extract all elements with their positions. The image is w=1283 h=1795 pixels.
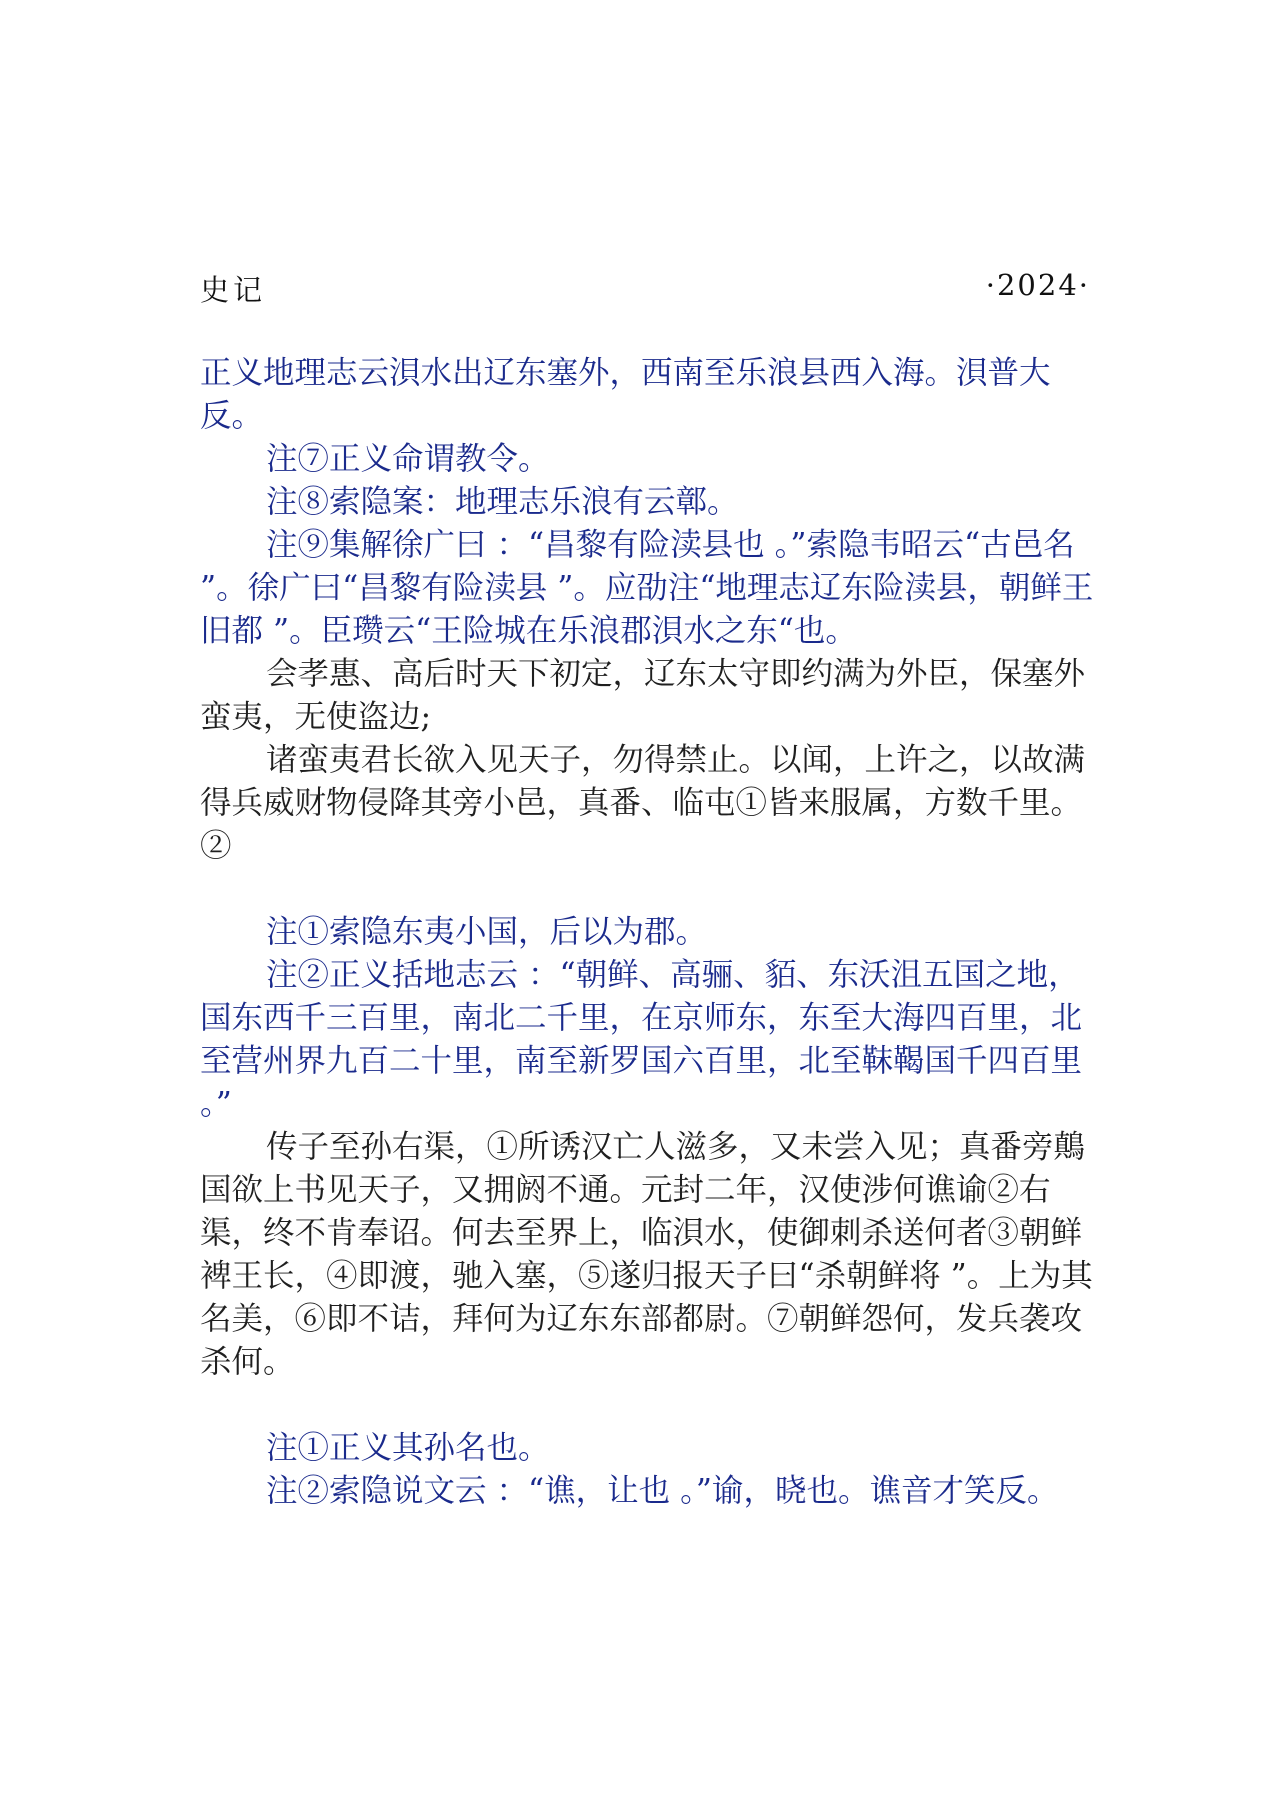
main-text-paragraph: 传子至孙右渠，①所诱汉亡人滋多，又未尝入见；真番旁鷏国欲上书见天子，又拥阏不通。元封二年，汉使涉何谯谕②右渠，终不肯奉诏。何去至界上，临浿水，使御刺杀送何者③朝鲜裨王长，④即渡，驰入塞，⑤遂归报天子曰“杀朝鲜将 ”。上为其名美，⑥即不诘，拜何为辽东东部都尉。⑦朝鲜怨何，发兵袭攻杀何。 [200, 1129, 1093, 1380]
commentary-note: 注⑦正义命谓教令。 [266, 441, 550, 477]
book-title: 史记 [200, 273, 267, 307]
paragraph-gap [200, 1384, 1095, 1427]
page-header [200, 268, 1090, 312]
main-text-paragraph: 诸蛮夷君长欲入见天子，勿得禁止。以闻，上许之，以故满得兵威财物侵降其旁小邑，真番、临屯①皆来服属，方数千里。② [200, 742, 1086, 864]
commentary-paragraph: 正义地理志云浿水出辽东塞外，西南至乐浪县西入海。浿普大反。 [200, 355, 1051, 434]
main-text-paragraph: 会孝惠、高后时天下初定，辽东太守即约满为外臣，保塞外蛮夷，无使盗边; [200, 656, 1086, 735]
commentary-note: 注⑨集解徐广曰 ：“昌黎有险渎县也 。”索隐韦昭云“古邑名 ”。徐广曰“昌黎有险渎县 ”。应劭注“地理志辽东险渎县，朝鲜王旧都 ”。臣瓒云“王险城在乐浪郡浿水之东“也。 [200, 527, 1094, 649]
page-body [200, 352, 1095, 1513]
commentary-note: 注①正义其孙名也。 [266, 1430, 550, 1466]
paragraph-gap [200, 868, 1095, 911]
commentary-note: 注②索隐说文云 ：“谯，让也 。”谕，晓也。谯音才笑反。 [266, 1473, 1059, 1509]
page-number: ·2024· [985, 268, 1090, 302]
commentary-note: 注⑧索隐案：地理志乐浪有云鄣。 [266, 484, 739, 520]
commentary-note: 注①索隐东夷小国，后以为郡。 [266, 914, 708, 950]
commentary-note: 注②正义括地志云 ：“朝鲜、高骊、貊、东沃沮五国之地，国东西千三百里，南北二千里，在京师东，东至大海四百里，北至营州界九百二十里，南至新罗国六百里，北至靺鞨国千四百里 。” [200, 957, 1083, 1122]
